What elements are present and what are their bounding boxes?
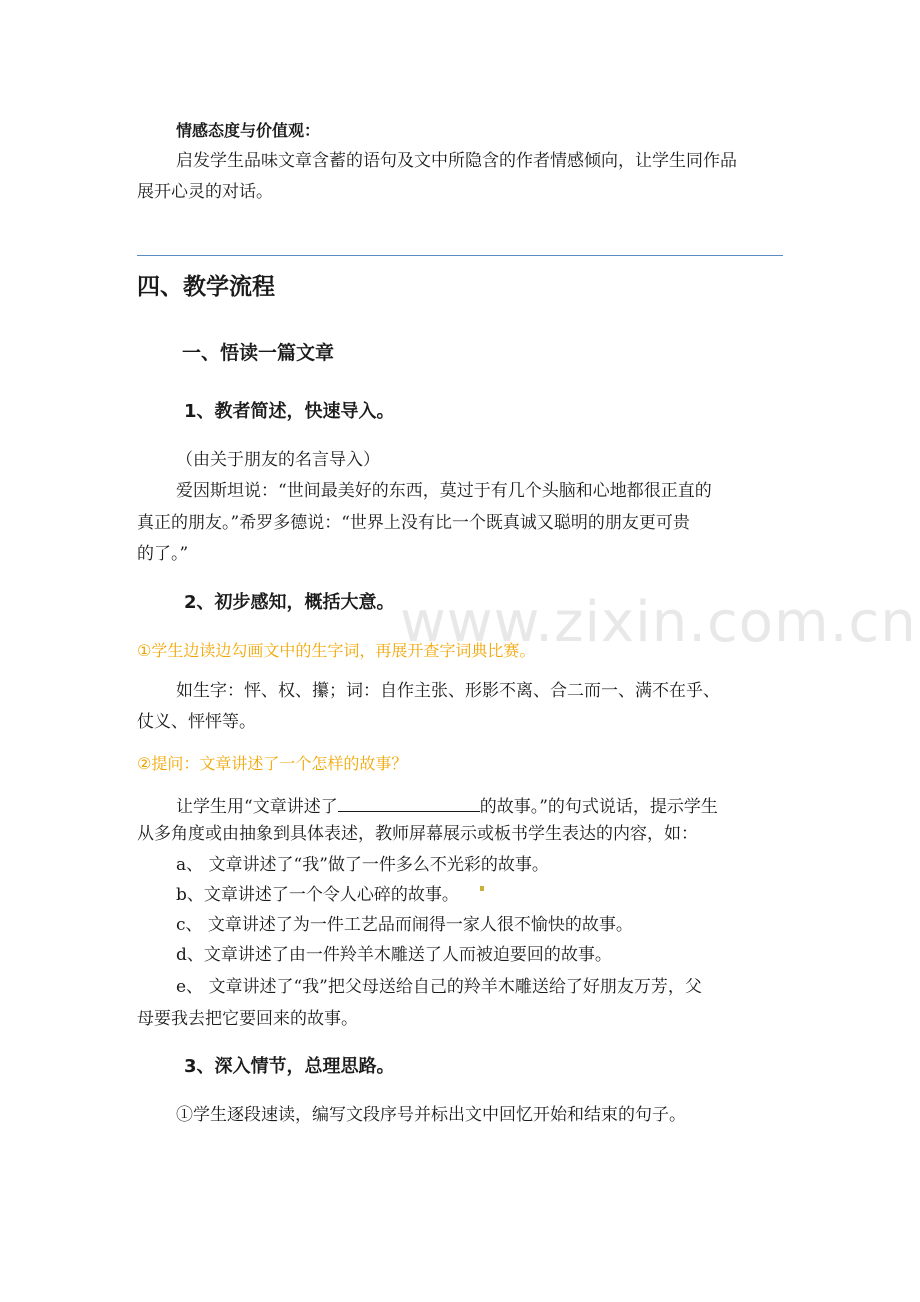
emotion-heading: 情感态度与价值观： bbox=[176, 121, 321, 140]
story-item-a: a、 文章讲述了“我”做了一件多么不光彩的故事。 bbox=[176, 855, 549, 875]
fill-blank bbox=[338, 793, 480, 812]
prompt-part-b: 的故事。”的句式说话，提示学生 bbox=[479, 797, 718, 817]
quote-line1: 爱因斯坦说：“世间最美好的东西，莫过于有几个头脑和心地都很正直的 bbox=[176, 481, 712, 501]
section4-title: 四、教学流程 bbox=[137, 274, 275, 300]
watermark: www.zixin.com.cn bbox=[400, 590, 917, 655]
prompt-part-a: 让学生用“文章讲述了 bbox=[176, 797, 338, 817]
story-item-d: d、文章讲述了由一件羚羊木雕送了人而被迫要回的故事。 bbox=[176, 945, 612, 965]
section-divider bbox=[137, 255, 783, 256]
example-line1: 如生字：怦、权、攥；词：自作主张、形影不离、合二而一、满不在乎、 bbox=[176, 681, 720, 701]
step1-note: （由关于朋友的名言导入） bbox=[176, 450, 380, 470]
task1-highlight: ①学生边读边勾画文中的生字词，再展开查字词典比赛。 bbox=[137, 641, 536, 660]
emotion-text-line2: 展开心灵的对话。 bbox=[137, 182, 273, 202]
step3-title: 3、深入情节，总理思路。 bbox=[184, 1056, 395, 1077]
emotion-text-line1: 启发学生品味文章含蓄的语句及文中所隐含的作者情感倾向，让学生同作品 bbox=[176, 151, 737, 171]
story-item-e: e、 文章讲述了“我”把父母送给自己的羚羊木雕送给了好朋友万芳，父 bbox=[176, 977, 702, 997]
part1-title: 一、悟读一篇文章 bbox=[182, 342, 335, 364]
example-line2: 仗义、怦怦等。 bbox=[137, 712, 256, 732]
task2-highlight: ②提问：文章讲述了一个怎样的故事？ bbox=[137, 754, 408, 773]
quote-line3: 的了。” bbox=[137, 544, 189, 564]
step1-title: 1、教者简述，快速导入。 bbox=[184, 401, 395, 422]
quote-line2: 真正的朋友。”希罗多德说：“世界上没有比一个既真诚又聪明的朋友更可贵 bbox=[137, 513, 690, 533]
prompt-line2: 从多角度或由抽象到具体表述，教师屏幕展示或板书学生表达的内容，如： bbox=[137, 824, 698, 844]
story-item-b: b、文章讲述了一个令人心碎的故事。 bbox=[176, 885, 459, 905]
story-item-e-line2: 母要我去把它要回来的故事。 bbox=[137, 1009, 358, 1029]
prompt-line1 bbox=[176, 793, 718, 818]
step3-task1: ①学生逐段速读，编写文段序号并标出文中回忆开始和结束的句子。 bbox=[176, 1105, 686, 1125]
story-item-c: c、 文章讲述了为一件工艺品而闹得一家人很不愉快的故事。 bbox=[176, 915, 633, 935]
stray-mark bbox=[480, 886, 484, 891]
step2-title: 2、初步感知，概括大意。 bbox=[184, 592, 395, 613]
